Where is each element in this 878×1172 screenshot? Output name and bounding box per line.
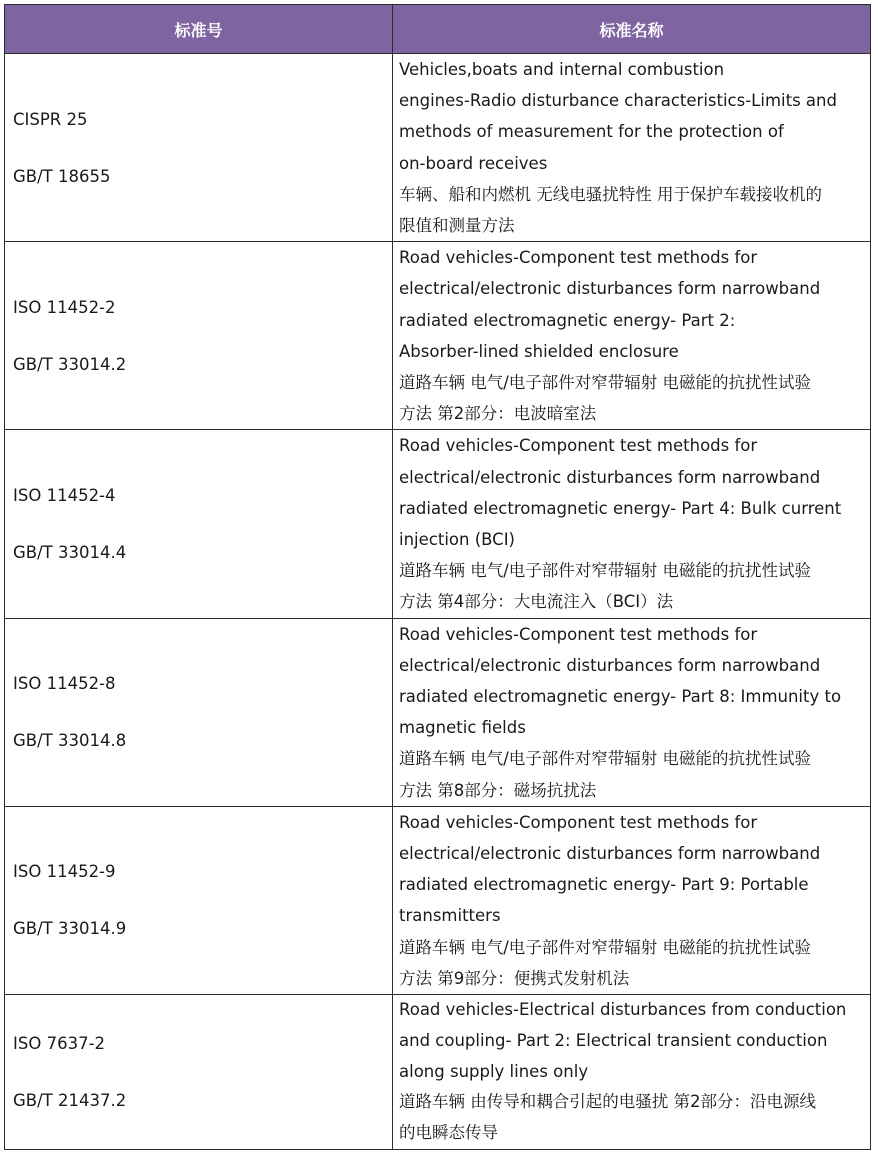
standard-code-cell	[5, 806, 393, 994]
standard-name-line: Road vehicles-Electrical disturbances from conduction	[399, 1000, 847, 1020]
standard-name-line: 方法 第8部分：磁场抗扰法	[399, 780, 597, 800]
standard-name-cell	[393, 995, 871, 1150]
standard-name-line: methods of measurement for the protection of	[399, 122, 784, 142]
standard-name-line: 方法 第2部分：电波暗室法	[399, 404, 597, 424]
standard-name-line: Absorber-lined shielded enclosure	[399, 341, 679, 361]
standard-name-line: 道路车辆 电气/电子部件对窄带辐射 电磁能的抗扰性试验	[399, 561, 812, 581]
standard-code: GB/T 33014.9	[13, 919, 127, 939]
table-row	[5, 618, 871, 806]
standard-code: GB/T 21437.2	[13, 1091, 127, 1111]
standard-code: GB/T 33014.4	[13, 543, 127, 563]
standard-name-cell	[393, 54, 871, 242]
standards-table	[4, 4, 871, 1150]
standard-code: ISO 7637-2	[13, 1034, 106, 1054]
standard-code: GB/T 33014.8	[13, 731, 127, 751]
standard-name-line: electrical/electronic disturbances form narrowband	[399, 279, 821, 299]
table-row	[5, 806, 871, 994]
standard-name-line: on-board receives	[399, 153, 548, 173]
standard-name-line: Vehicles,boats and internal combustion	[399, 60, 725, 79]
standard-name-line: 限值和测量方法	[399, 216, 515, 236]
standard-name-line: 道路车辆 电气/电子部件对窄带辐射 电磁能的抗扰性试验	[399, 749, 812, 769]
standard-code-cell	[5, 430, 393, 618]
standard-name-line: 道路车辆 电气/电子部件对窄带辐射 电磁能的抗扰性试验	[399, 373, 812, 393]
standard-code: GB/T 18655	[13, 166, 111, 186]
standard-name-line: radiated electromagnetic energy- Part 2:	[399, 310, 736, 330]
standard-name-line: transmitters	[399, 906, 501, 926]
standard-name-cell	[393, 806, 871, 994]
standard-name-line: 方法 第4部分：大电流注入（BCI）法	[399, 592, 674, 612]
standard-code: CISPR 25	[13, 109, 88, 129]
standard-name-cell	[393, 242, 871, 430]
header-standard-code: 标准号	[5, 5, 393, 54]
standard-name-line: electrical/electronic disturbances form narrowband	[399, 655, 821, 675]
standard-code: ISO 11452-8	[13, 674, 116, 694]
standard-name-line: Road vehicles-Component test methods for	[399, 624, 758, 644]
standard-code-cell	[5, 54, 393, 242]
standard-name-line: 车辆、船和内燃机 无线电骚扰特性 用于保护车载接收机的	[399, 184, 822, 204]
table-row	[5, 242, 871, 430]
standard-name-line: 道路车辆 电气/电子部件对窄带辐射 电磁能的抗扰性试验	[399, 937, 812, 957]
standard-name-line: radiated electromagnetic energy- Part 8: Immunity to	[399, 687, 842, 707]
table-row	[5, 430, 871, 618]
standard-name-line: engines-Radio disturbance characteristics-Limits and	[399, 91, 837, 111]
table-row	[5, 995, 871, 1150]
header-standard-name: 标准名称	[393, 5, 871, 54]
standard-code: GB/T 33014.2	[13, 354, 127, 374]
standard-name-line: 的电瞬态传导	[399, 1123, 498, 1143]
standard-name-line: radiated electromagnetic energy- Part 4: Bulk current	[399, 498, 842, 518]
standard-code-cell	[5, 618, 393, 806]
standard-name-line: radiated electromagnetic energy- Part 9: Portable	[399, 875, 809, 895]
standard-name-line: along supply lines only	[399, 1061, 589, 1081]
standard-name-line: electrical/electronic disturbances form narrowband	[399, 467, 821, 487]
standard-name-cell	[393, 430, 871, 618]
standard-name-line: Road vehicles-Component test methods for	[399, 248, 758, 268]
standard-name-line: magnetic fields	[399, 718, 526, 738]
standard-code: ISO 11452-4	[13, 486, 116, 506]
standard-name-line: injection (BCI)	[399, 530, 515, 550]
standard-name-line: 方法 第9部分：便携式发射机法	[399, 968, 630, 988]
standard-name-line: Road vehicles-Component test methods for	[399, 436, 758, 456]
standard-code: ISO 11452-9	[13, 862, 116, 882]
standard-code: ISO 11452-2	[13, 297, 116, 317]
standard-name-line: and coupling- Part 2: Electrical transient conduction	[399, 1030, 828, 1050]
standard-code-cell	[5, 242, 393, 430]
standard-name-line: Road vehicles-Component test methods for	[399, 812, 758, 832]
standard-name-cell	[393, 618, 871, 806]
table-row	[5, 54, 871, 242]
standard-name-line: electrical/electronic disturbances form narrowband	[399, 844, 821, 864]
standard-name-line: 道路车辆 由传导和耦合引起的电骚扰 第2部分：沿电源线	[399, 1092, 816, 1112]
standard-code-cell	[5, 995, 393, 1150]
header-row	[5, 5, 871, 54]
